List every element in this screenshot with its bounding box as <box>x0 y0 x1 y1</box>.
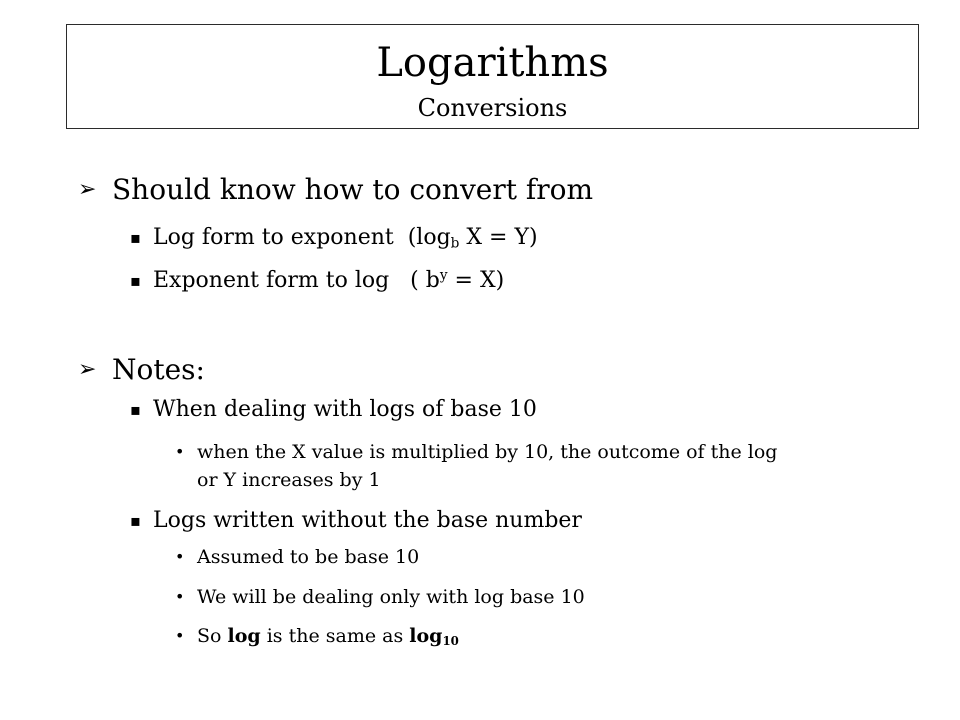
bullet-multiplied-continued <box>197 460 381 500</box>
title-box <box>66 24 919 129</box>
bullet-text: Should know how to convert from <box>112 173 594 206</box>
bullet-exp-form <box>130 261 504 301</box>
arrow-bullet-icon <box>78 170 112 210</box>
bullet-base10 <box>130 390 537 430</box>
bullet-text: Assumed to be base 10 <box>197 546 420 568</box>
bullet-text: or Y increases by 1 <box>197 469 381 491</box>
text-part: Exponent form to log ( b <box>153 268 440 293</box>
bullet-only-base10 <box>175 577 585 617</box>
bullet-log-form <box>130 218 538 258</box>
bullet-text: when the X value is multiplied by 10, the outcome of the log <box>197 441 778 463</box>
text-part: Log form to exponent (log <box>153 225 451 250</box>
subscript: b <box>450 235 460 252</box>
bullet-text: Notes: <box>112 353 205 386</box>
square-bullet-icon <box>130 390 153 430</box>
bullet-same-as <box>175 616 459 656</box>
bold-log10 <box>409 625 459 647</box>
bold-log: log <box>227 625 261 647</box>
arrow-bullet-icon <box>78 350 112 390</box>
bullet-text <box>153 218 538 258</box>
slide-title: Logarithms <box>376 40 609 86</box>
bullet-text: When dealing with logs of base 10 <box>153 397 537 422</box>
superscript: y <box>439 267 448 284</box>
dot-bullet-icon <box>175 577 197 617</box>
text-part: is the same as <box>260 625 410 647</box>
text-part: X = Y) <box>459 225 538 250</box>
bullet-assumed <box>175 537 419 577</box>
slide-subtitle: Conversions <box>417 94 568 122</box>
square-bullet-icon <box>130 218 153 258</box>
dot-bullet-icon <box>175 432 197 472</box>
text-part: So <box>197 625 228 647</box>
dot-bullet-icon <box>175 616 197 656</box>
dot-bullet-icon <box>175 537 197 577</box>
bullet-no-base <box>130 501 582 541</box>
bold-log-base: log <box>409 625 443 647</box>
text-part: = X) <box>447 268 505 293</box>
bullet-text: Logs written without the base number <box>153 508 582 533</box>
square-bullet-icon <box>130 501 153 541</box>
bullet-convert <box>78 170 593 210</box>
subscript: 10 <box>442 633 459 648</box>
bullet-text <box>197 616 459 656</box>
square-bullet-icon <box>130 261 153 301</box>
bullet-text: We will be dealing only with log base 10 <box>197 586 585 608</box>
bullet-text <box>153 261 504 301</box>
bullet-notes <box>78 350 205 390</box>
